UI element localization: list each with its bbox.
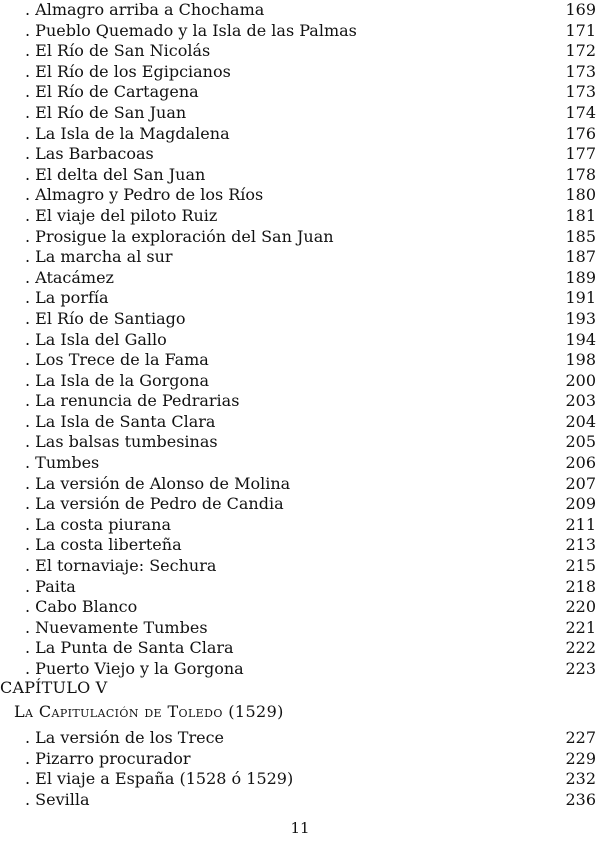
toc-entry-page: 209 bbox=[565, 494, 596, 514]
toc-entry-title: . El Río de Cartagena bbox=[25, 82, 199, 102]
toc-entry bbox=[25, 41, 600, 62]
toc-entry bbox=[25, 474, 600, 495]
toc-entry bbox=[25, 227, 600, 248]
toc-entry bbox=[25, 659, 600, 680]
toc-entry-title: . El Río de los Egipcianos bbox=[25, 61, 231, 81]
toc-entry-page: 215 bbox=[565, 556, 596, 576]
chapter-title: La Capitulación de Toledo (1529) bbox=[14, 702, 284, 721]
page-number: 11 bbox=[290, 819, 310, 837]
toc-entry bbox=[25, 391, 600, 412]
toc-entry bbox=[25, 515, 600, 536]
toc-entry-page: 205 bbox=[565, 432, 596, 452]
toc-entry bbox=[25, 144, 600, 165]
toc-entry bbox=[25, 330, 600, 351]
toc-entry bbox=[25, 124, 600, 145]
toc-entry-page: 227 bbox=[565, 728, 596, 747]
toc-entry-page: 232 bbox=[565, 769, 596, 789]
toc-entry-page: 178 bbox=[565, 164, 596, 184]
toc-entry bbox=[25, 432, 600, 453]
toc-entry-page: 187 bbox=[565, 247, 596, 267]
toc-entry-title: . La versión de Pedro de Candia bbox=[25, 494, 284, 514]
toc-entry-title: . El Río de San Juan bbox=[25, 102, 187, 122]
toc-entry-page: 211 bbox=[565, 514, 596, 534]
toc-entry-title: . Pueblo Quemado y la Isla de las Palmas bbox=[25, 20, 357, 40]
toc-entry-page: 204 bbox=[565, 411, 596, 431]
chapter-label: CAPÍTULO V bbox=[0, 678, 108, 697]
toc-entry-title: . La Isla del Gallo bbox=[25, 329, 167, 349]
toc-entry bbox=[25, 0, 600, 21]
toc-entry bbox=[25, 638, 600, 659]
toc-entry-page: 169 bbox=[565, 0, 596, 19]
toc-entry-page: 180 bbox=[565, 185, 596, 205]
toc-entry-title: . Tumbes bbox=[25, 453, 100, 473]
toc-entry bbox=[25, 728, 600, 749]
toc-entry-title: . La versión de Alonso de Molina bbox=[25, 473, 291, 493]
toc-entry-title: . La Isla de Santa Clara bbox=[25, 411, 216, 431]
toc-entry bbox=[25, 749, 600, 770]
toc-entry-title: . Nuevamente Tumbes bbox=[25, 617, 208, 637]
toc-entry-page: 213 bbox=[565, 535, 596, 555]
toc-entry bbox=[25, 206, 600, 227]
toc-entry-title: . El viaje del piloto Ruiz bbox=[25, 205, 218, 225]
toc-entry bbox=[25, 535, 600, 556]
toc-entry-title: . Los Trece de la Fama bbox=[25, 350, 209, 370]
toc-entry bbox=[25, 62, 600, 83]
toc-entry-page: 174 bbox=[565, 102, 596, 122]
toc-entry-title: . La Isla de la Magdalena bbox=[25, 123, 230, 143]
toc-entry-page: 206 bbox=[565, 453, 596, 473]
toc-entry-title: . La costa liberteña bbox=[25, 535, 182, 555]
toc-entry bbox=[25, 556, 600, 577]
toc-entry bbox=[25, 494, 600, 515]
toc-entry bbox=[25, 790, 600, 811]
toc-entry-title: . El Río de San Nicolás bbox=[25, 41, 211, 61]
toc-entry-title: . El viaje a España (1528 ó 1529) bbox=[25, 769, 294, 789]
toc-entry bbox=[25, 21, 600, 42]
toc-entry-page: 200 bbox=[565, 370, 596, 390]
toc-entry bbox=[25, 268, 600, 289]
toc-entry-title: . Puerto Viejo y la Gorgona bbox=[25, 659, 244, 678]
toc-entry bbox=[25, 371, 600, 392]
toc-entry-title: . Cabo Blanco bbox=[25, 597, 138, 617]
toc-entry-page: 223 bbox=[565, 659, 596, 678]
toc-entry bbox=[25, 597, 600, 618]
toc-entry-page: 236 bbox=[565, 789, 596, 809]
toc-entry bbox=[25, 618, 600, 639]
toc-list bbox=[25, 0, 600, 680]
toc-entry-page: 203 bbox=[565, 391, 596, 411]
toc-entry-page: 221 bbox=[565, 617, 596, 637]
toc-entry-page: 193 bbox=[565, 308, 596, 328]
toc-entry bbox=[25, 103, 600, 124]
toc-entry-title: . La marcha al sur bbox=[25, 247, 173, 267]
toc-entry-title: . La versión de los Trece bbox=[25, 728, 224, 747]
toc-entry-page: 176 bbox=[565, 123, 596, 143]
toc-entry-page: 185 bbox=[565, 226, 596, 246]
toc-entry-page: 194 bbox=[565, 329, 596, 349]
toc-entry-page: 191 bbox=[565, 288, 596, 308]
toc-entry-title: . La renuncia de Pedrarias bbox=[25, 391, 240, 411]
toc-entry-page: 172 bbox=[565, 41, 596, 61]
toc-entry bbox=[25, 165, 600, 186]
toc-entry-title: . Las Barbacoas bbox=[25, 144, 154, 164]
toc-entry bbox=[25, 577, 600, 598]
toc-entry-title: . El tornaviaje: Sechura bbox=[25, 556, 217, 576]
toc-entry-title: . Las balsas tumbesinas bbox=[25, 432, 218, 452]
toc-entry-page: 207 bbox=[565, 473, 596, 493]
toc-entry-page: 173 bbox=[565, 82, 596, 102]
toc-entry-page: 181 bbox=[565, 205, 596, 225]
toc-list bbox=[25, 728, 600, 810]
toc-entry-page: 220 bbox=[565, 597, 596, 617]
toc-entry-page: 229 bbox=[565, 748, 596, 768]
toc-entry-title: . Atacámez bbox=[25, 267, 114, 287]
toc-entry-title: . La Punta de Santa Clara bbox=[25, 638, 234, 658]
toc-entry bbox=[25, 453, 600, 474]
toc-entry-title: . Almagro arriba a Chochama bbox=[25, 0, 265, 19]
toc-entry-title: . Pizarro procurador bbox=[25, 748, 191, 768]
toc-entry-title: . El delta del San Juan bbox=[25, 164, 206, 184]
toc-entry bbox=[25, 350, 600, 371]
toc-entry-page: 171 bbox=[565, 20, 596, 40]
toc-entry-title: . La Isla de la Gorgona bbox=[25, 370, 210, 390]
toc-entry bbox=[25, 412, 600, 433]
toc-entry-title: . Paita bbox=[25, 576, 76, 596]
toc-entry-page: 198 bbox=[565, 350, 596, 370]
toc-entry-title: . La porfía bbox=[25, 288, 109, 308]
toc-entry-title: . Prosigue la exploración del San Juan bbox=[25, 226, 334, 246]
toc-entry-page: 173 bbox=[565, 61, 596, 81]
toc-entry-page: 222 bbox=[565, 638, 596, 658]
toc-entry bbox=[25, 247, 600, 268]
toc-entry-page: 177 bbox=[565, 144, 596, 164]
toc-entry-page: 218 bbox=[565, 576, 596, 596]
toc-entry bbox=[25, 288, 600, 309]
toc-entry-title: . Sevilla bbox=[25, 789, 90, 809]
toc-entry-title: . La costa piurana bbox=[25, 514, 171, 534]
toc-entry-title: . El Río de Santiago bbox=[25, 308, 186, 328]
toc-entry-page: 189 bbox=[565, 267, 596, 287]
toc-entry bbox=[25, 185, 600, 206]
toc-entry bbox=[25, 82, 600, 103]
toc-entry bbox=[25, 309, 600, 330]
toc-entry-title: . Almagro y Pedro de los Ríos bbox=[25, 185, 264, 205]
toc-entry bbox=[25, 769, 600, 790]
